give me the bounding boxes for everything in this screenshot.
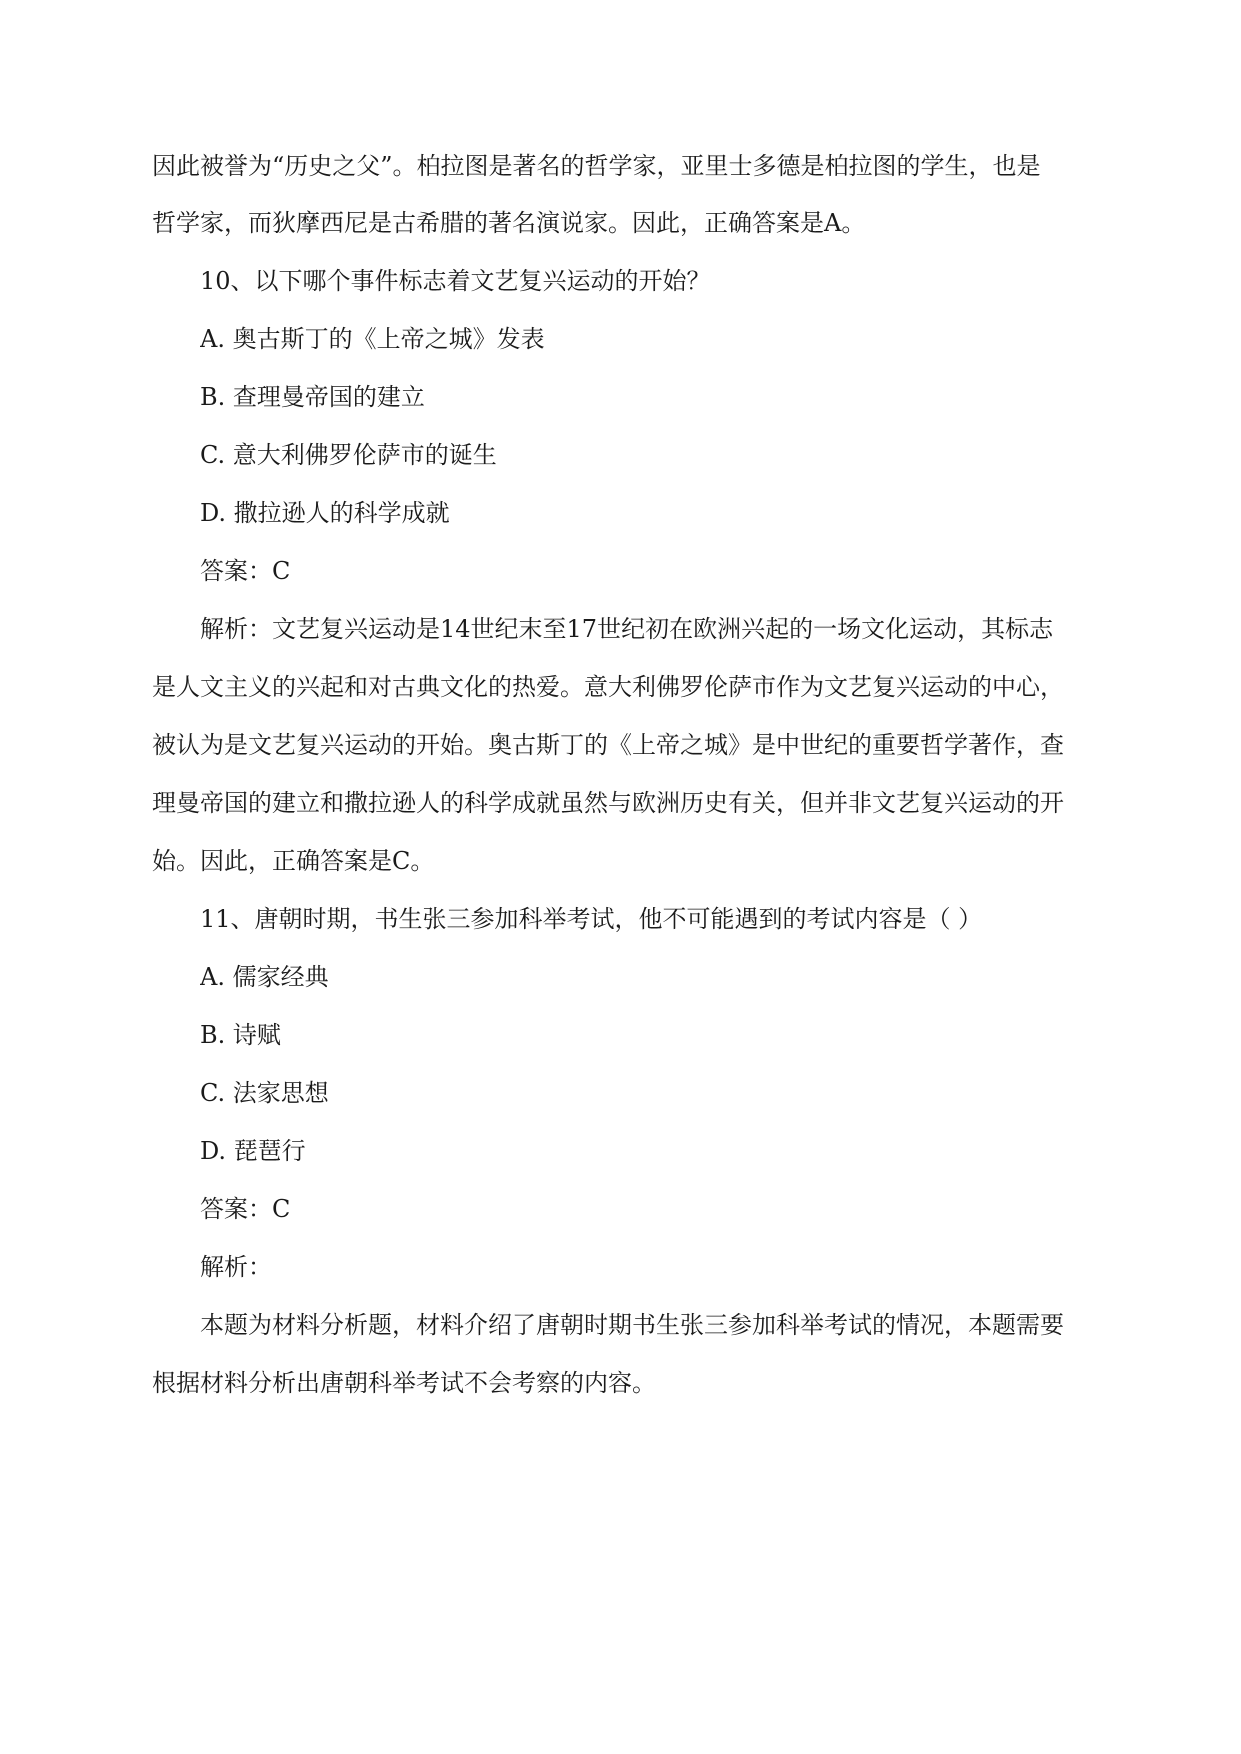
text-line: 因此被誉为“历史之父”。柏拉图是著名的哲学家，亚里士多德是柏拉图的学生，也是: [152, 152, 1041, 180]
question-10-option-d: D. 撒拉逊人的科学成就: [200, 499, 450, 527]
question-11-explanation-label: 解析：: [200, 1253, 272, 1281]
question-11-option-c: C. 法家思想: [200, 1079, 329, 1107]
question-11-explanation: 本题为材料分析题，材料介绍了唐朝时期书生张三参加科举考试的情况，本题需要: [200, 1311, 1064, 1339]
text-line: 哲学家，而狄摩西尼是古希腊的著名演说家。因此，正确答案是A。: [152, 209, 866, 237]
question-11-option-d: D. 琵琶行: [200, 1137, 306, 1165]
question-11-stem: 11、唐朝时期，书生张三参加科举考试，他不可能遇到的考试内容是（ ）: [200, 905, 983, 933]
question-10-answer: 答案：C: [200, 557, 291, 585]
text-line: 被认为是文艺复兴运动的开始。奥古斯丁的《上帝之城》是中世纪的重要哲学著作，查: [152, 731, 1064, 759]
question-11-option-b: B. 诗赋: [200, 1021, 281, 1049]
question-10-explanation: 解析：文艺复兴运动是14世纪末至17世纪初在欧洲兴起的一场文化运动，其标志: [200, 615, 1054, 643]
question-10-option-a: A. 奥古斯丁的《上帝之城》发表: [200, 325, 545, 353]
text-line: 理曼帝国的建立和撒拉逊人的科学成就虽然与欧洲历史有关，但并非文艺复兴运动的开: [152, 789, 1064, 817]
text-line: 是人文主义的兴起和对古典文化的热爱。意大利佛罗伦萨市作为文艺复兴运动的中心，: [152, 673, 1064, 701]
question-11-option-a: A. 儒家经典: [200, 963, 329, 991]
text-line: 根据材料分析出唐朝科举考试不会考察的内容。: [152, 1369, 656, 1397]
question-10-option-c: C. 意大利佛罗伦萨市的诞生: [200, 441, 497, 469]
question-11-answer: 答案：C: [200, 1195, 291, 1223]
question-10-stem: 10、以下哪个事件标志着文艺复兴运动的开始？: [200, 267, 711, 295]
text-line: 始。因此，正确答案是C。: [152, 847, 435, 875]
question-10-option-b: B. 查理曼帝国的建立: [200, 383, 425, 411]
